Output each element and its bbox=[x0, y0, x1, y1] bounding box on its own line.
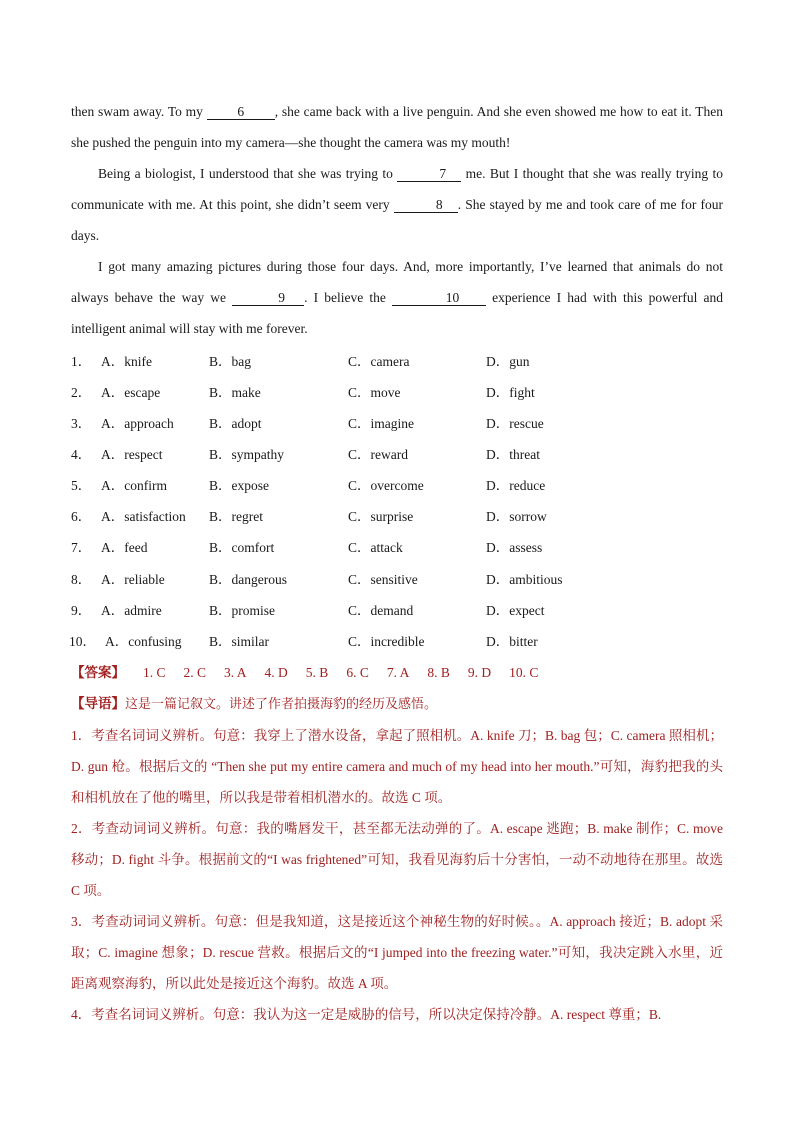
passage bbox=[71, 96, 723, 344]
option-c: C．attack bbox=[348, 540, 403, 555]
question-number: 3． bbox=[71, 416, 92, 431]
passage-text: , she came back with a live penguin. And she even showed me how to eat it. Then she pushed the penguin into my camera—she thought the camera was my mouth! bbox=[71, 104, 724, 150]
question-number: 4． bbox=[71, 447, 92, 462]
guide-tag: 【导语】 bbox=[71, 696, 125, 712]
option-c: C．surprise bbox=[348, 509, 414, 524]
passage-text: I got many amazing pictures during those four days. And, more importantly, I’ve learned that animals do not always behave the way we bbox=[71, 259, 723, 305]
option-d: D．gun bbox=[486, 354, 530, 369]
passage-text: experience I had with this powerful and intelligent animal will stay with me forever. bbox=[71, 290, 724, 336]
option-a: A．knife bbox=[101, 354, 152, 369]
option-a: A．respect bbox=[101, 447, 163, 462]
guide-line bbox=[71, 688, 723, 720]
answer-item: 8. B bbox=[427, 665, 450, 680]
option-c: C．camera bbox=[348, 354, 410, 369]
option-d: D．fight bbox=[486, 385, 535, 400]
option-row bbox=[71, 408, 731, 439]
option-row bbox=[71, 595, 731, 626]
option-b: B．adopt bbox=[209, 416, 262, 431]
answer-item: 3. A bbox=[224, 665, 247, 680]
option-d: D．assess bbox=[486, 540, 543, 555]
option-d: D．reduce bbox=[486, 478, 546, 493]
explanation-section bbox=[71, 688, 723, 1030]
option-b: B．bag bbox=[209, 354, 251, 369]
blank-10: 10 bbox=[392, 290, 486, 306]
option-a: A．satisfaction bbox=[101, 509, 186, 524]
option-a: A．approach bbox=[101, 416, 174, 431]
option-d: D．bitter bbox=[486, 634, 538, 649]
option-d: D．sorrow bbox=[486, 509, 547, 524]
option-row bbox=[71, 470, 731, 501]
question-number: 6． bbox=[71, 509, 92, 524]
option-row bbox=[71, 626, 731, 657]
answer-item: 6. C bbox=[346, 665, 369, 680]
option-row bbox=[71, 564, 731, 595]
option-row bbox=[71, 532, 731, 563]
option-c: C．imagine bbox=[348, 416, 414, 431]
blank-8: 8 bbox=[394, 197, 458, 213]
option-a: A．confirm bbox=[101, 478, 167, 493]
question-number: 10． bbox=[69, 634, 96, 649]
guide-text: 这是一篇记叙文。讲述了作者拍摄海豹的经历及感悟。 bbox=[125, 697, 438, 712]
passage-text: . She stayed by me and took care of me for four days. bbox=[71, 197, 724, 243]
passage-text: . I believe the bbox=[304, 290, 386, 305]
answer-tag: 【答案】 bbox=[71, 665, 125, 681]
answer-item: 7. A bbox=[386, 665, 410, 680]
option-c: C．sensitive bbox=[348, 572, 418, 587]
question-number: 8． bbox=[71, 572, 92, 587]
option-a: A．admire bbox=[101, 603, 162, 618]
explanation-item: 1．考查名词词义辨析。句意：我穿上了潜水设备，拿起了照相机。A. knife 刀；B. bag 包；C. camera 照相机；D. gun 枪。根据后文的 “Then she put my entire camera and much of my head into her mouth.”可知，海豹把我的头和相机放在了他的嘴里，所以我是带着相机潜水的。故选 C 项。 bbox=[71, 728, 723, 805]
explanation-item: 3．考查动词词义辨析。句意：但是我知道，这是接近这个神秘生物的好时候。。A. approach 接近；B. adopt 采取；C. imagine 想象；D. rescue 营救。根据后文的“I jumped into the freezing water.”可知，我决定跳入水里，近距离观察海豹，所以此处是接近这个海豹。故选 A 项。 bbox=[71, 914, 723, 991]
question-number: 7． bbox=[71, 540, 92, 555]
passage-paragraph-2 bbox=[71, 158, 723, 251]
option-b: B．sympathy bbox=[209, 447, 285, 462]
option-b: B．make bbox=[209, 385, 261, 400]
option-b: B．regret bbox=[209, 509, 263, 524]
option-row bbox=[71, 377, 731, 408]
answer-item: 4. D bbox=[264, 665, 288, 680]
answer-item: 1. C bbox=[143, 665, 166, 680]
passage-text: then swam away. To my bbox=[71, 104, 203, 119]
explanation-item: 4．考查名词词义辨析。句意：我认为这一定是威胁的信号，所以决定保持冷静。A. respect 尊重；B. bbox=[71, 1007, 662, 1022]
option-b: B．expose bbox=[209, 478, 269, 493]
passage-paragraph-1 bbox=[71, 96, 723, 158]
passage-paragraph-3 bbox=[71, 251, 723, 344]
option-row bbox=[71, 439, 731, 470]
option-c: C．overcome bbox=[348, 478, 424, 493]
answer-key bbox=[71, 657, 538, 688]
question-number: 1． bbox=[71, 354, 92, 369]
option-b: B．promise bbox=[209, 603, 275, 618]
option-row bbox=[71, 346, 731, 377]
answer-item: 10. C bbox=[509, 665, 539, 680]
explanation-item: 2．考查动词词义辨析。句意：我的嘴唇发干，甚至都无法动弹的了。A. escape 逃跑；B. make 制作；C. move 移动；D. fight 斗争。根据前文的“I was frightened”可知，我看见海豹后十分害怕，一动不动地待在那里。故选 C 项。 bbox=[71, 821, 723, 898]
option-c: C．move bbox=[348, 385, 401, 400]
option-a: A．reliable bbox=[101, 572, 165, 587]
option-d: D．expect bbox=[486, 603, 545, 618]
option-row bbox=[71, 501, 731, 532]
answer-item: 5. B bbox=[305, 665, 329, 680]
option-d: D．ambitious bbox=[486, 572, 563, 587]
option-c: C．incredible bbox=[348, 634, 425, 649]
question-number: 9． bbox=[71, 603, 92, 618]
blank-6: 6 bbox=[207, 104, 275, 120]
passage-text: Being a biologist, I understood that she was trying to bbox=[98, 166, 393, 181]
option-b: B．dangerous bbox=[209, 572, 287, 587]
passage-text: me. But I thought that she was really trying to communicate with me. At this point, she didn’t seem very bbox=[71, 166, 723, 212]
option-a: A．escape bbox=[101, 385, 161, 400]
blank-9: 9 bbox=[232, 290, 304, 306]
question-number: 2． bbox=[71, 385, 92, 400]
option-a: A．confusing bbox=[105, 634, 182, 649]
option-b: B．comfort bbox=[209, 540, 275, 555]
option-d: D．threat bbox=[486, 447, 540, 462]
blank-7: 7 bbox=[397, 166, 461, 182]
answer-item: 2. C bbox=[183, 665, 207, 680]
option-b: B．similar bbox=[209, 634, 269, 649]
option-c: C．reward bbox=[348, 447, 408, 462]
option-a: A．feed bbox=[101, 540, 148, 555]
option-d: D．rescue bbox=[486, 416, 544, 431]
option-c: C．demand bbox=[348, 603, 414, 618]
question-number: 5． bbox=[71, 478, 92, 493]
answer-item: 9. D bbox=[467, 665, 492, 680]
